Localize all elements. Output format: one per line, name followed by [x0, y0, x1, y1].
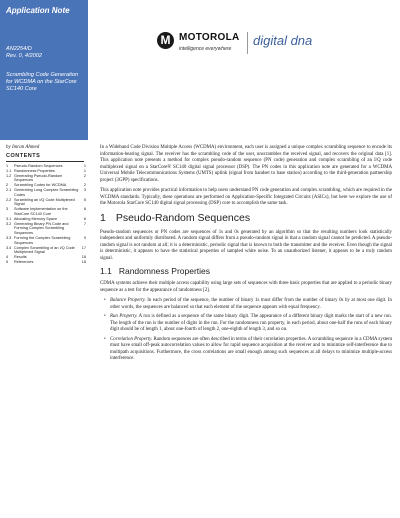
application-note-label: Application Note	[6, 6, 70, 15]
list-item-term: Balance Property.	[110, 298, 146, 303]
toc-item-title: References	[14, 259, 34, 264]
brand-name: MOTOROLA	[179, 32, 240, 43]
toc-item-title: Results	[14, 255, 27, 260]
toc-item-page: 6	[83, 207, 86, 212]
document-number-block	[6, 46, 42, 60]
toc-title: CONTENTS	[6, 153, 41, 159]
toc-item-title: Generating Pseudo-Random Sequences	[14, 173, 63, 183]
section-1-1-number: 1.1	[100, 266, 112, 276]
toc-item-page: 2	[83, 183, 86, 188]
section-1-paragraph: Pseudo-random sequences or PN codes are sequences of 1s and 0s generated by an algorithm so that the resulting numbers look statistically independent and uniformly distributed. A random signal differs from a pseudo-random signal in that a random signal cannot be predicted. A pseudo-random signal is not random at all; it is a deterministic, periodic signal that is known to both the transmitter and the receiver. Even though the signal is deterministic, it appears to have the statistical properties of sampled white noise. To an unauthorized listener, it appears to be a truly random signal.	[100, 229, 392, 261]
toc-item-number: 4	[6, 255, 9, 260]
list-item-text: In each period of the sequence, the number of binary 1s must differ from the number of binary 0s by at most one digit. In other words, the sequences are balanced so that each element of the sequence appears with equal frequency.	[110, 298, 392, 310]
toc-item-title: Pseudo-Random Sequences	[14, 164, 63, 168]
section-1-1-title: Randomness Properties	[118, 266, 211, 276]
toc-item-number: 3.4	[6, 245, 12, 250]
digital-dna-logo: digital dna	[253, 33, 313, 48]
toc-item-number: 2.2	[6, 197, 12, 202]
intro-paragraph-2: This application note provides practical information to help users understand PN code generation and complex scrambling, which are required in the WCDMA standards. Typically, these operations are performed on Application-Specific Integrated Circuits (ASICs), but here we explore the use of the Motorola StarCore SC140 digital signal processing (DSP) core to accomplish the same task.	[100, 188, 392, 206]
toc-item-title: Generating Long Complex Scrambling Codes	[14, 187, 79, 197]
motorola-batwing-icon: M	[157, 32, 174, 49]
toc-item-title: Randomness Properties	[14, 168, 55, 173]
toc-item-number: 3.2	[6, 221, 12, 226]
list-item-text: Random sequences are often described in terms of their correlation properties. A scrambling sequence in a CDMA system must have small off-peak autocorrelation values to allow for rapid sequence acquisition at the receiver and to minimize self-interference due to multipath acquisitions. Furthermore, the cross correlations are small enough among such sequences at all delays to minimize multiple-access interference.	[110, 336, 393, 361]
toc-item-page: 7	[83, 221, 86, 226]
toc-item-page: 18	[81, 259, 86, 264]
toc-item-number: 5	[6, 259, 9, 264]
revision: Rev. 0, 4/2002	[6, 53, 42, 59]
toc-item-number: 1	[6, 164, 9, 168]
logo-divider	[247, 32, 248, 54]
toc-item-page: 9	[83, 235, 86, 240]
toc-item-number: 1.1	[6, 168, 12, 173]
toc-item[interactable]	[6, 207, 86, 217]
toc-item-number: 3.3	[6, 235, 12, 240]
list-item-term: Run Property.	[110, 314, 138, 319]
toc-item-title: Software Implementation on the StarCore SC140 Core	[14, 207, 68, 216]
toc-item[interactable]	[6, 222, 86, 236]
toc-item-page: 2	[83, 173, 86, 178]
brand-tagline: intelligence everywhere	[179, 46, 232, 52]
document-number: AN2254/D	[6, 46, 32, 52]
toc-item-page: 5	[83, 197, 86, 202]
toc-item-page: 3	[83, 187, 86, 192]
toc-item-number: 2	[6, 183, 9, 188]
list-item-term: Correlation Property.	[110, 336, 153, 342]
toc-item[interactable]	[6, 174, 86, 184]
intro-paragraph-1: In a Wideband Code Division Multiple Access (WCDMA) environment, each user is assigned a unique complex scrambling sequence to encode its information-bearing signal. The receiver has the scrambling code of the user, unscrambles the received signal, and recovers the original data [1]. This application note presents a method for complex pseudo-random sequence (PN code) generation and complex scrambling of an I/Q code multiplexed signal on a StarCore® SC140 digital signal processor (DSP). The PN codes in this application note are generated for a WCDMA Universal Mobile Telecommunications Systems (UMTS) uplink (signal from handset to base station) according to the third-generation partnership project (3GPP) specifications.	[100, 145, 392, 183]
section-1-1-paragraph: CDMA systems achieve their multiple access capability using large sets of sequences with three basic properties that are applied to a periodic binary sequence as a test for the appearance of randomness [2].	[100, 281, 392, 293]
toc-item-title: Scrambling an I/Q Code Multiplexed Signal	[14, 197, 75, 207]
document-title: Scrambling Code Generation for WCDMA on the StarCore SC140 Core	[6, 72, 79, 92]
list-item-text: A run is defined as a sequence of the same binary digit. The appearance of a different binary digit marks the start of a new run. The length of the run is the number of digits in the run. For the randomness run property, in each period, about one-half the runs of each binary digit should be of length 1, about one-fourth of length 2, one-eighth of length 3, and so on.	[110, 314, 392, 332]
list-item	[106, 337, 392, 363]
toc-item-title: Allocating Memory Space	[14, 216, 58, 221]
toc-item-title: Scrambling Codes for WCDMA	[14, 183, 67, 188]
toc-item[interactable]	[6, 236, 86, 246]
main-content	[100, 145, 392, 366]
toc-item-page: 6	[83, 216, 86, 221]
toc-item[interactable]	[6, 188, 86, 198]
table-of-contents	[6, 164, 86, 265]
toc-item-number: 2.1	[6, 187, 12, 192]
author-line: by Imran Ahmed	[6, 145, 40, 150]
section-1-number: 1	[100, 211, 106, 224]
list-item	[106, 298, 392, 311]
document-sidebar	[0, 0, 88, 140]
toc-item-page: 1	[83, 164, 86, 168]
toc-item[interactable]	[6, 198, 86, 208]
list-item	[106, 314, 392, 334]
section-1-heading	[100, 212, 392, 224]
toc-item-page: 18	[81, 255, 86, 260]
toc-item-number: 1.2	[6, 173, 12, 178]
toc-divider	[6, 161, 84, 162]
toc-item-number: 3	[6, 207, 9, 212]
section-1-1-heading	[100, 266, 392, 276]
section-1-title: Pseudo-Random Sequences	[115, 211, 251, 224]
toc-item-title: Generating Binary PN Code and Forming Complex Scrambling Sequences	[14, 221, 69, 236]
toc-item-number: 3.1	[6, 216, 12, 221]
toc-item[interactable]	[6, 260, 86, 265]
toc-item[interactable]	[6, 246, 86, 256]
toc-item-title: Forming the Complex Scrambling Sequences	[14, 235, 71, 245]
toc-item-title: Complex Scrambling of an I/Q Code Multiplexed Signal	[14, 245, 75, 255]
toc-item-page: 1	[83, 168, 86, 173]
randomness-properties-list	[100, 298, 392, 363]
toc-item-page: 17	[81, 245, 86, 250]
